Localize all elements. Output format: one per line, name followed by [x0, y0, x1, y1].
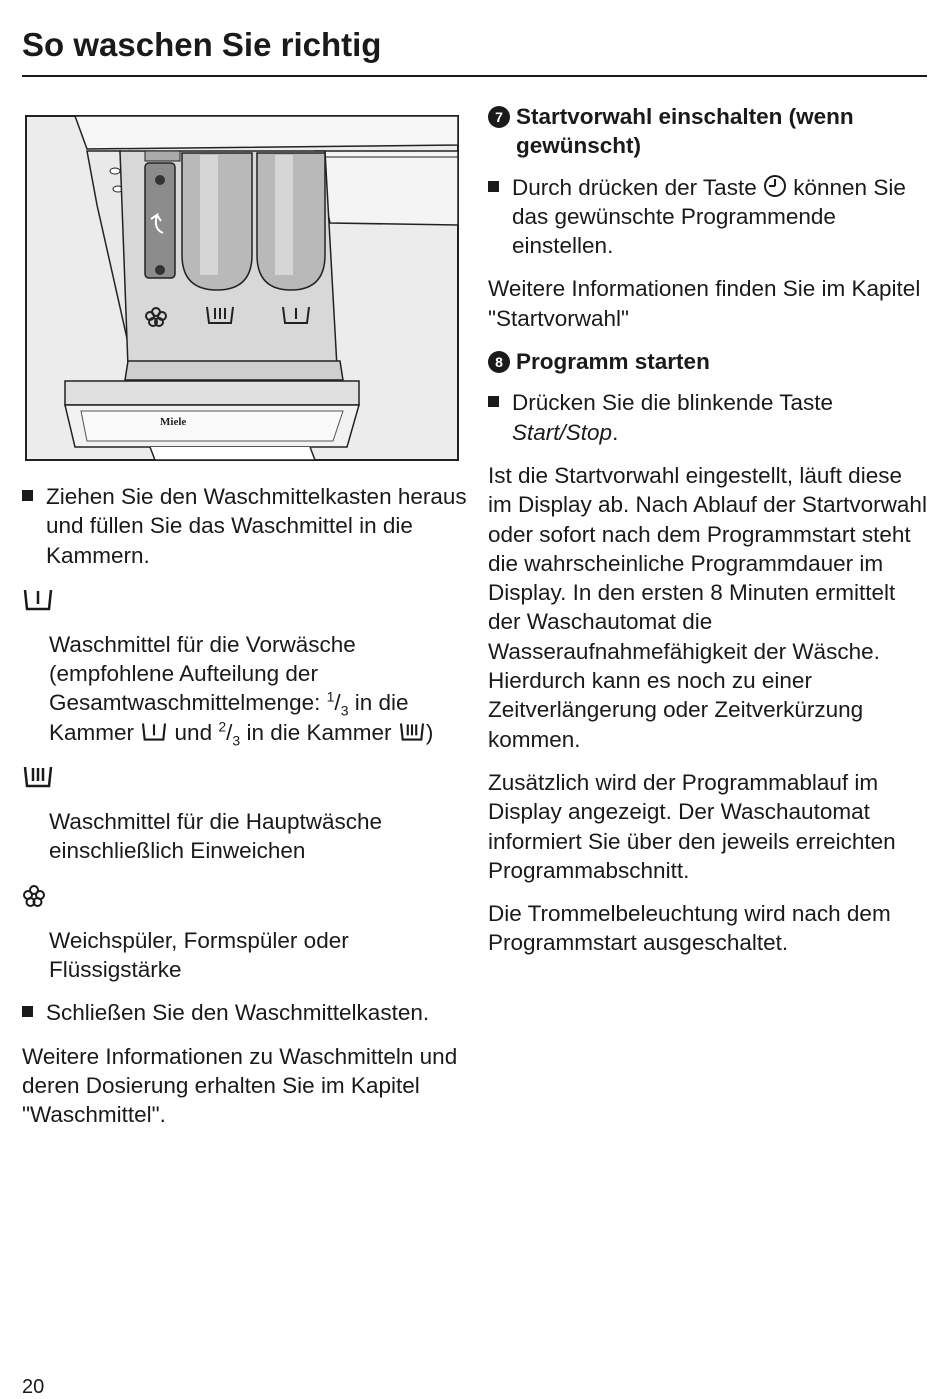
drum-light-paragraph: Die Trommelbeleuchtung wird nach dem Programmstart ausgeschaltet. — [488, 901, 891, 956]
step-7-info-paragraph: Weitere Informationen finden Sie im Kapitel "Startvorwahl" — [488, 276, 921, 331]
bullet-square — [22, 490, 33, 501]
step-7-heading: 7 Startvorwahl einschalten (wenn gewünscht) — [488, 102, 928, 161]
softener-flower-icon — [22, 884, 46, 908]
right-column — [488, 102, 928, 972]
bullet-square — [488, 396, 499, 407]
page-title: So waschen Sie richtig — [22, 26, 382, 63]
prewash-description: Waschmittel für die Vorwäsche (empfohlene Aufteilung der Gesamtwaschmittelmenge: $^1/_3$ in die Kammer und $^2/_3$ in die Kammer ) — [49, 631, 434, 749]
program-duration-paragraph: Ist die Startvorwahl eingestellt, läuft diese im Display ab. Nach Ablauf der Startvorwahl oder sofort nach dem Programmstart steht die wahrscheinliche Programmdauer im Display. In den ersten 8 Minuten ermittelt der Waschautomat die Wasseraufnahmefähigkeit der Wäsche. Hierdurch kann es noch zu einer Zeitverlängerung oder Zeitverkürzung kommen. — [488, 462, 927, 752]
step-8-instruction: Drücken Sie die blinkende Taste Start/Stop. — [488, 388, 928, 447]
bullet-square — [22, 1006, 33, 1017]
header-divider — [22, 75, 927, 77]
brand-label: Miele — [160, 416, 187, 428]
step-number-badge: 7 — [488, 106, 510, 128]
bullet-square — [488, 181, 499, 192]
prewash-compartment-icon — [22, 587, 54, 613]
left-column — [22, 482, 467, 1143]
instruction-open-drawer: Ziehen Sie den Waschmittelkasten heraus und füllen Sie das Waschmittel in die Kammern. — [22, 482, 467, 570]
instruction-close-drawer: Schließen Sie den Waschmittelkasten. — [22, 998, 467, 1027]
mainwash-description: Waschmittel für die Hauptwäsche einschließlich Einweichen — [49, 809, 383, 864]
prewash-symbol-row — [22, 584, 467, 616]
mainwash-compartment-icon — [398, 721, 426, 743]
detergent-drawer-illustration — [25, 115, 460, 463]
prewash-compartment-icon — [140, 721, 168, 743]
program-display-paragraph: Zusätzlich wird der Programmablauf im Display angezeigt. Der Waschautomat informiert Sie über den jeweils erreichten Programmabschnitt. — [488, 769, 896, 883]
mainwash-symbol-row — [22, 761, 467, 793]
softener-symbol-row — [22, 880, 467, 912]
start-stop-key-label: Start/Stop — [512, 419, 613, 445]
step-number-badge: 8 — [488, 351, 510, 373]
clock-icon — [763, 174, 787, 198]
step-7-instruction: Durch drücken der Taste können Sie das gewünschte Programmende einstellen. — [488, 173, 928, 261]
softener-description: Weichspüler, Formspüler oder Flüssigstärke — [49, 927, 349, 982]
mainwash-compartment-icon — [22, 764, 54, 790]
page-number: 20 — [22, 1376, 45, 1398]
step-8-heading: 8 Programm starten — [488, 347, 928, 376]
detergent-info-paragraph: Weitere Informationen zu Waschmitteln und deren Dosierung erhalten Sie im Kapitel "Waschmittel". — [22, 1043, 458, 1128]
